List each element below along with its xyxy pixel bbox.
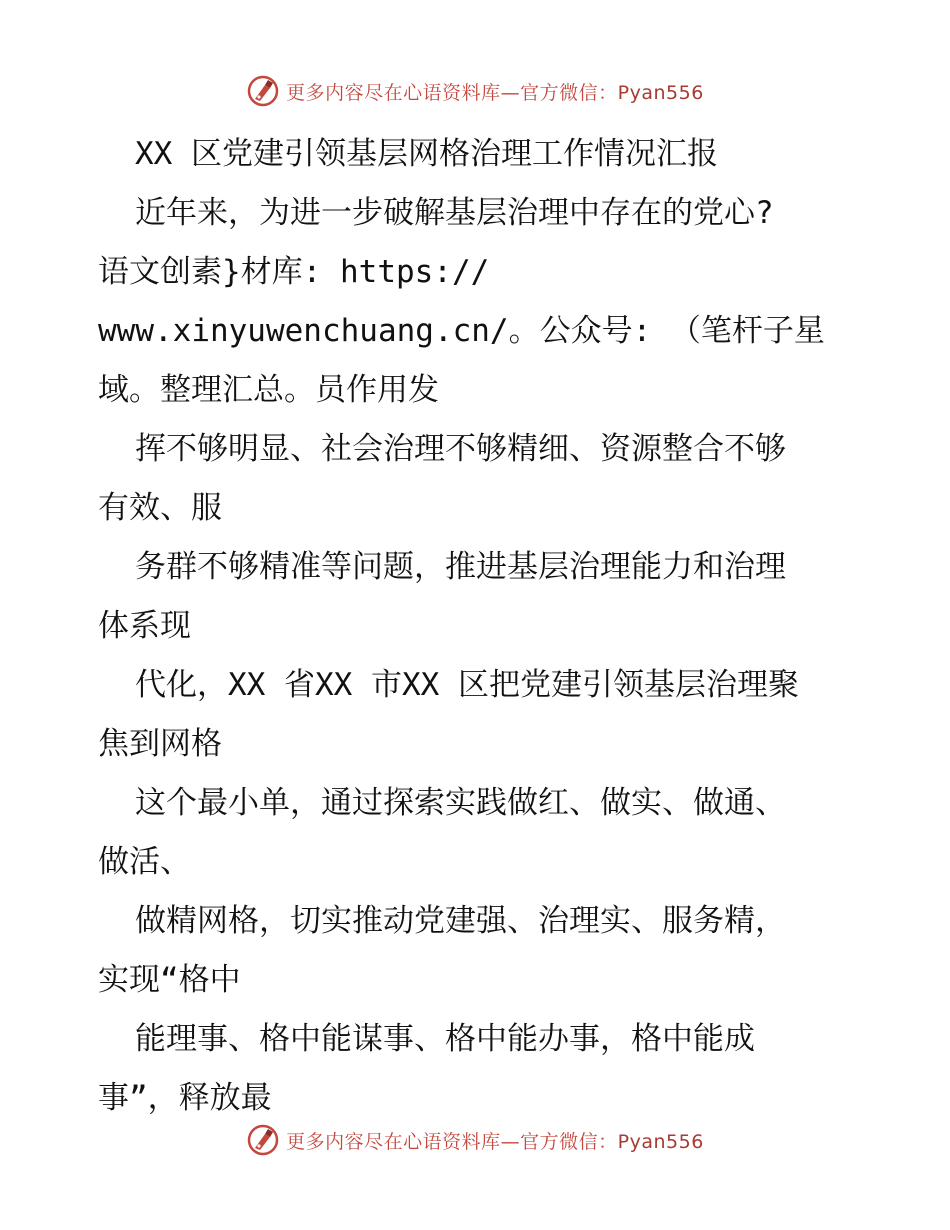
paragraph-line: 代化，XX 省XX 市XX 区把党建引领基层治理聚 [135,667,799,703]
paragraph-line: 挥不够明显、社会治理不够精细、资源整合不够 [135,431,786,467]
paragraph-line: 语文创素}材库: https:// [98,254,490,290]
paragraph-line: 实现“格中 [98,962,241,998]
footer-banner [0,1120,950,1160]
pen-nib-logo-icon [246,74,280,108]
paragraph-line: 有效、服 [98,490,222,526]
pen-nib-logo-icon [246,1123,280,1157]
paragraph-line: 务群不够精准等问题，推进基层治理能力和治理 [135,549,786,585]
paragraph-line: 体系现 [98,608,191,644]
paragraph-line: 事”，释放最 [98,1080,272,1116]
header-wechat-id: Pyan556 [617,81,704,104]
footer-wechat-id: Pyan556 [617,1130,704,1153]
paragraph-line: 做活、 [98,844,191,880]
paragraph-line: 域。整理汇总。员作用发 [98,372,439,408]
paragraph-line: 做精网格，切实推动党建强、治理实、服务精， [135,903,786,939]
paragraph-line: 这个最小单，通过探索实践做红、做实、做通、 [135,785,786,821]
document-body [98,125,868,1128]
header-banner-label: 更多内容尽在心语资料库—官方微信： [286,81,618,104]
paragraph-line: 近年来，为进一步破解基层治理中存在的党心? [135,195,774,231]
paragraph-line: 能理事、格中能谋事、格中能办事，格中能成 [135,1021,755,1057]
header-banner [0,71,950,111]
document-title: XX 区党建引领基层网格治理工作情况汇报 [135,136,718,172]
paragraph-line: 焦到网格 [98,726,222,762]
paragraph-line: www.xinyuwenchuang.cn/。公众号: （笔杆子星 [98,313,825,349]
footer-banner-label: 更多内容尽在心语资料库—官方微信： [286,1130,618,1153]
footer-banner-text [286,1127,704,1154]
header-banner-text [286,78,704,105]
